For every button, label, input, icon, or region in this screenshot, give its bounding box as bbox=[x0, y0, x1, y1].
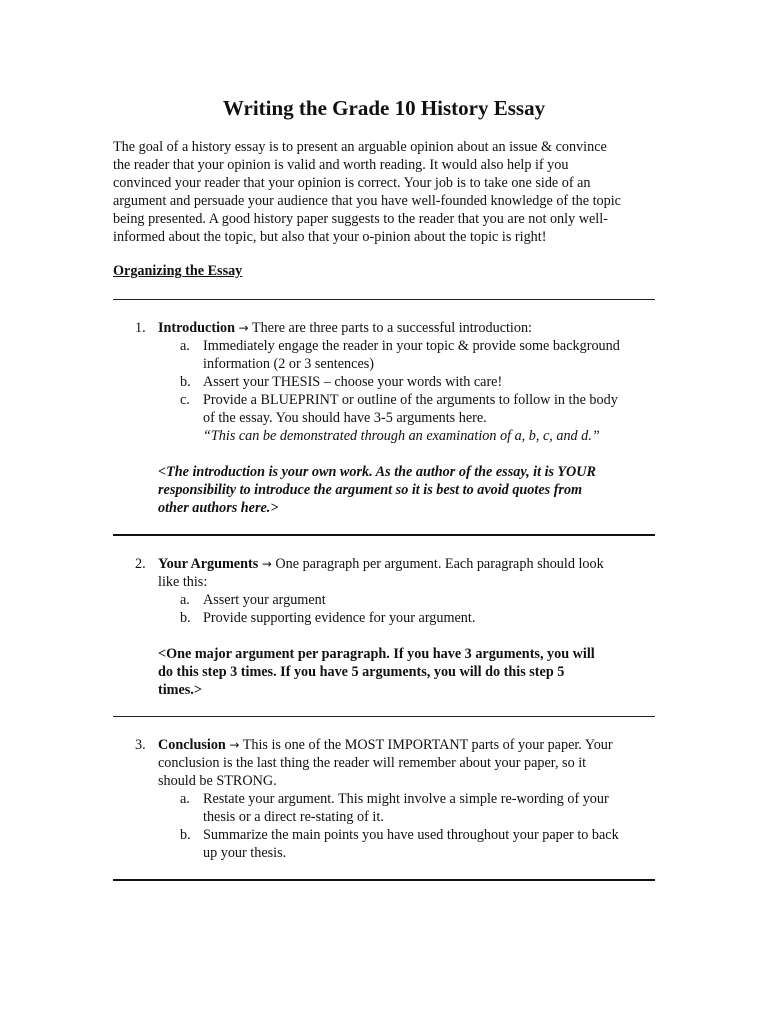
sub-item-text: Summarize the main points you have used throughout your paper to back bbox=[203, 827, 619, 843]
divider bbox=[113, 879, 655, 881]
sub-item-text: information (2 or 3 sentences) bbox=[203, 356, 374, 372]
note-line: do this step 3 times. If you have 5 arguments, you will do this step 5 bbox=[158, 664, 565, 680]
sub-item-letter: b. bbox=[180, 610, 191, 626]
sub-item-letter: b. bbox=[180, 374, 191, 390]
intro-line: convinced your reader that your opinion is correct. Your job is to take one side of an bbox=[113, 175, 591, 191]
arrow-right-icon: → bbox=[261, 557, 272, 571]
sub-item-letter: c. bbox=[180, 392, 190, 408]
sub-item-letter: a. bbox=[180, 338, 190, 354]
item-label: Introduction bbox=[158, 320, 235, 336]
sub-item-letter: a. bbox=[180, 791, 190, 807]
sub-item-letter: a. bbox=[180, 592, 190, 608]
item-text: should be STRONG. bbox=[158, 773, 277, 789]
list-item-conclusion bbox=[113, 736, 658, 862]
item-number: 3. bbox=[135, 737, 146, 753]
intro-line: argument and persuade your audience that you have well-founded knowledge of the topic bbox=[113, 193, 621, 209]
sub-item-text: thesis or a direct re-stating of it. bbox=[203, 809, 384, 825]
note-line: other authors here.> bbox=[158, 500, 279, 516]
item-text: like this: bbox=[158, 574, 208, 590]
divider bbox=[113, 299, 655, 300]
intro-line: informed about the topic, but also that your o-pinion about the topic is right! bbox=[113, 229, 547, 245]
example-quote: “This can be demonstrated through an examination of a, b, c, and d.” bbox=[203, 428, 600, 444]
list-item-introduction bbox=[113, 319, 658, 517]
sub-item-text: Immediately engage the reader in your topic & provide some background bbox=[203, 338, 620, 354]
item-number: 1. bbox=[135, 320, 146, 336]
arrow-right-icon: → bbox=[238, 321, 249, 335]
item-label: Conclusion bbox=[158, 737, 226, 753]
sub-item-text: of the essay. You should have 3-5 arguments here. bbox=[203, 410, 487, 426]
note-line: times.> bbox=[158, 682, 202, 698]
list-item-arguments bbox=[113, 555, 658, 699]
note-line: <The introduction is your own work. As the author of the essay, it is YOUR bbox=[158, 464, 596, 480]
intro-line: being presented. A good history paper suggests to the reader that you are not only well- bbox=[113, 211, 608, 227]
sub-item-text: Assert your argument bbox=[203, 592, 326, 608]
note-line: responsibility to introduce the argument so it is best to avoid quotes from bbox=[158, 482, 583, 498]
sub-item-text: Assert your THESIS – choose your words with care! bbox=[203, 374, 503, 390]
item-text: conclusion is the last thing the reader will remember about your paper, so it bbox=[158, 755, 587, 771]
item-text: This is one of the MOST IMPORTANT parts of your paper. Your bbox=[242, 737, 613, 753]
sub-item-letter: b. bbox=[180, 827, 191, 843]
section-heading: Organizing the Essay bbox=[113, 263, 243, 279]
item-label: Your Arguments bbox=[158, 556, 259, 572]
divider bbox=[113, 716, 655, 717]
arrow-right-icon: → bbox=[229, 738, 240, 752]
intro-line: The goal of a history essay is to present an arguable opinion about an issue & convince bbox=[113, 139, 607, 155]
sub-item-text: up your thesis. bbox=[203, 845, 287, 861]
intro-line: the reader that your opinion is valid and worth reading. It would also help if you bbox=[113, 157, 569, 173]
sub-item-text: Provide a BLUEPRINT or outline of the arguments to follow in the body bbox=[203, 392, 618, 408]
intro-paragraph bbox=[113, 138, 658, 246]
sub-item-text: Provide supporting evidence for your argument. bbox=[203, 610, 476, 626]
item-text: One paragraph per argument. Each paragraph should look bbox=[275, 556, 604, 572]
item-number: 2. bbox=[135, 556, 146, 572]
item-text: There are three parts to a successful introduction: bbox=[251, 320, 532, 336]
document-title: Writing the Grade 10 History Essay bbox=[222, 96, 546, 120]
note-line: <One major argument per paragraph. If you have 3 arguments, you will bbox=[158, 646, 595, 662]
divider bbox=[113, 534, 655, 536]
sub-item-text: Restate your argument. This might involve a simple re-wording of your bbox=[203, 791, 609, 807]
